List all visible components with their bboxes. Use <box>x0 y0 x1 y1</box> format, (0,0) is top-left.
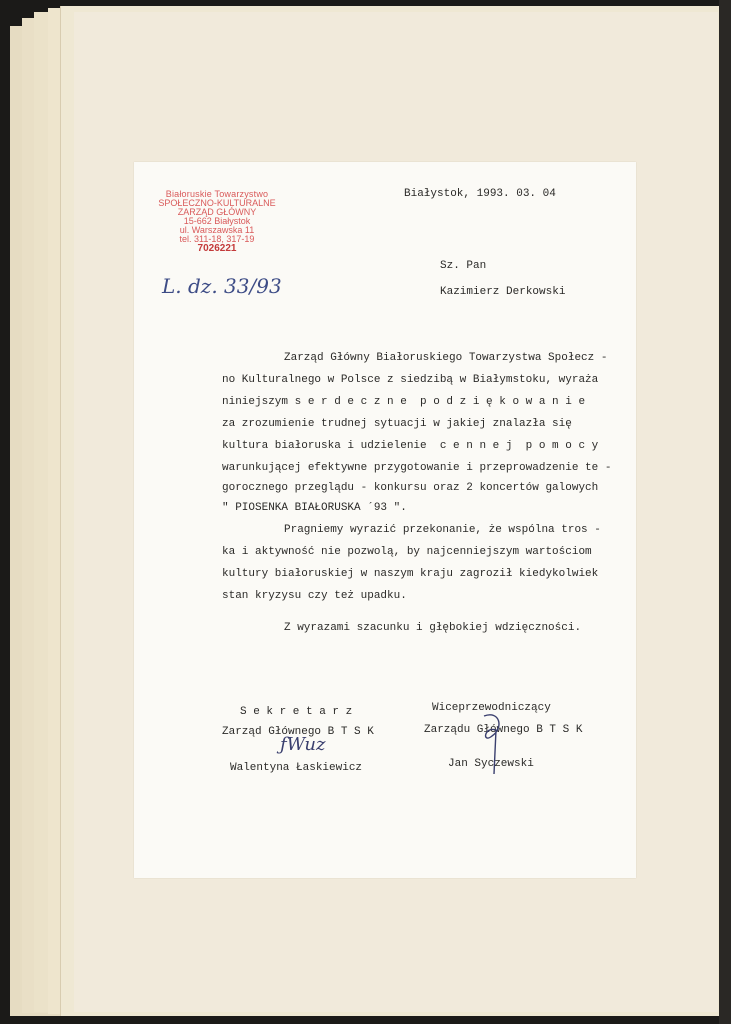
stamp-line: tel. 311-18, 317-19 <box>179 234 255 244</box>
place-date: Białystok, 1993. 03. 04 <box>404 188 556 200</box>
salutation: Sz. Pan <box>440 260 487 272</box>
stamp-line: 15-662 Białystok <box>183 216 251 226</box>
body-line: warunkującej efektywne przygotowanie i przeprowadzenie te - <box>222 462 612 474</box>
stamp-line: ul. Warszawska 11 <box>179 225 255 235</box>
recipient-name: Kazimierz Derkowski <box>440 286 566 298</box>
body-line: gorocznego przeglądu - konkursu oraz 2 koncertów galowych <box>222 482 599 494</box>
right-signatory-org: Zarządu Głównego B T S K <box>424 724 583 736</box>
stamp-line: ZARZĄD GŁÓWNY <box>177 207 257 217</box>
stamp-number: 7026221 <box>197 243 237 254</box>
left-signatory-org: Zarząd Głównego B T S K <box>222 726 374 738</box>
body-line: Zarząd Główny Białoruskiego Towarzystwa Społecz - <box>284 352 608 364</box>
right-signatory-title: Wiceprzewodniczący <box>432 702 551 714</box>
body-line: kultura białoruska i udzielenie c e n n e j p o m o c y <box>222 440 599 452</box>
left-signatory-name: Walentyna Łaskiewicz <box>230 762 363 774</box>
body-line: niniejszym s e r d e c z n e p o d z i ę k o w a n i e <box>222 396 586 408</box>
body-line: ka i aktywność nie pozwolą, by najcenniejszym wartościom <box>222 546 592 558</box>
right-signatory-name: Jan Syczewski <box>448 758 534 770</box>
left-signature-scribble: ƒWuz <box>280 734 326 755</box>
letter-sheet <box>134 162 636 878</box>
body-line: za zrozumienie trudnej sytuacji w jakiej znalazła się <box>222 418 572 430</box>
stamp-line: SPOŁECZNO-KULTURALNE <box>158 198 276 208</box>
body-line: " PIOSENKA BIAŁORUSKA ´93 ". <box>222 502 407 514</box>
reference-number: L. dz. 33/93 <box>162 274 282 298</box>
binding-edge <box>719 0 731 1024</box>
stamp-line: Białoruskie Towarzystwo <box>165 189 269 199</box>
organization-stamp <box>152 190 282 253</box>
closing-line: Z wyrazami szacunku i głębokiej wdzięczności. <box>284 622 582 634</box>
left-signatory-title: S e k r e t a r z <box>240 706 353 718</box>
body-line: no Kulturalnego w Polsce z siedzibą w Białymstoku, wyraża <box>222 374 599 386</box>
body-line: kultury białoruskiej w naszym kraju zagroził kiedykolwiek <box>222 568 599 580</box>
body-line: stan kryzysu czy też upadku. <box>222 590 407 602</box>
body-line: Pragniemy wyrazić przekonanie, że wspólna tros - <box>284 524 601 536</box>
